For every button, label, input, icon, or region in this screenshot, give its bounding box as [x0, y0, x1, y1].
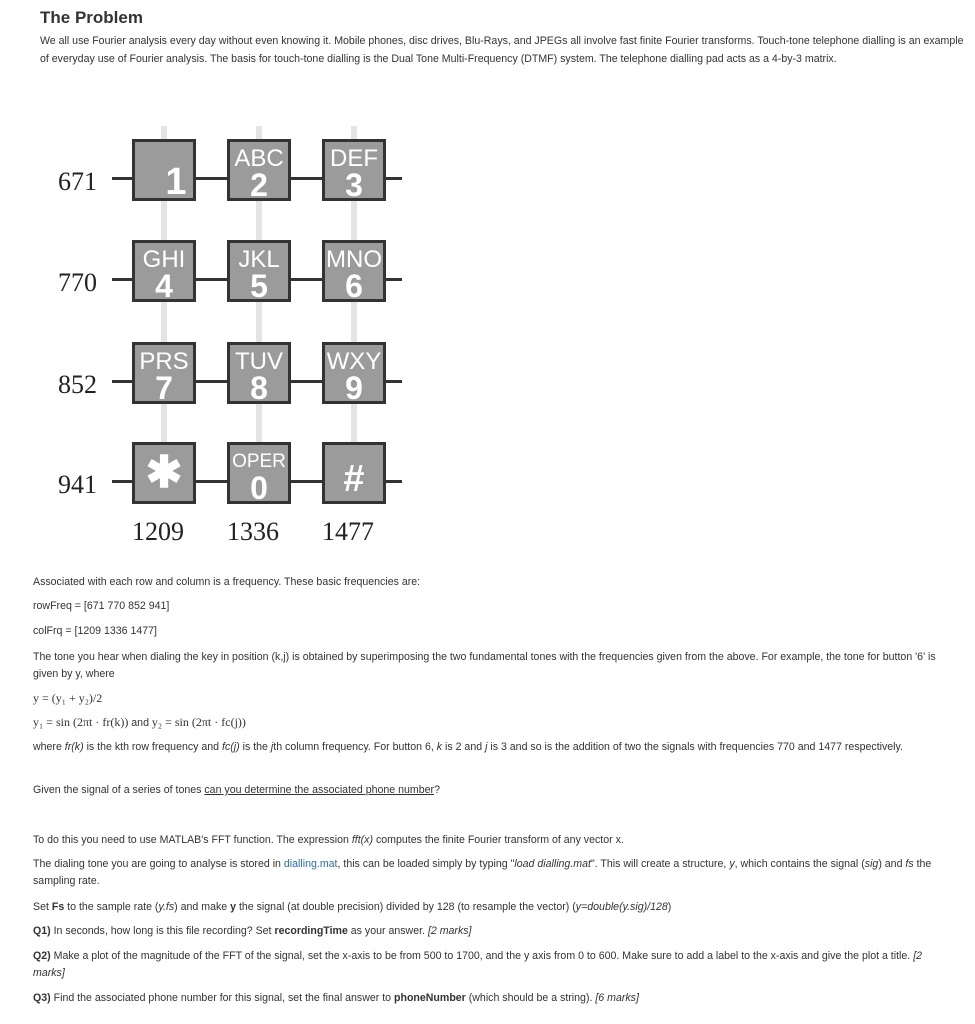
- key-1: [132, 139, 196, 203]
- row-frequency-label: 770: [58, 268, 97, 297]
- row-frequency-label: 941: [58, 470, 97, 499]
- column-frequency-label: 1209: [132, 517, 184, 546]
- key-digit: 8: [250, 370, 268, 406]
- question-1: Q1) In seconds, how long is this file recording? Set recordingTime as your answer. [2 marks]: [33, 925, 472, 937]
- equation-and: and: [131, 717, 149, 729]
- key-8: [227, 342, 291, 406]
- rowfreq-line: rowFreq = [671 770 852 941]: [33, 600, 170, 612]
- para-set-fs: Set Fs to the sample rate (y.fs) and make y the signal (at double precision) divided by 128 (to resample the vector) (y=double(y.sig)/128): [33, 901, 672, 913]
- key-4: [132, 240, 196, 304]
- key-star: [132, 442, 196, 504]
- equation-y1: y₁ = sin (2πt · fr(k)): [33, 715, 129, 729]
- key-digit: 3: [345, 167, 363, 203]
- equation-y2: y₂ = sin (2πt · fc(j)): [151, 715, 246, 729]
- key-letters: JKL: [238, 246, 280, 273]
- key-digit: 5: [250, 268, 268, 304]
- key-letters: GHI: [142, 246, 186, 273]
- colfreq-line: colFrq = [1209 1336 1477]: [33, 625, 157, 637]
- key-digit: 4: [155, 268, 173, 304]
- key-6: [322, 240, 386, 304]
- dtmf-keypad-diagram: [50, 120, 410, 560]
- para-tone-explanation: The tone you hear when dialing the key in position (k,j) is obtained by superimposing the two fundamental tones with the frequencies given from the above. For example, the tone for button '6' is given by y, where: [33, 651, 936, 680]
- key-letters: ABC: [234, 145, 284, 172]
- para-question: Given the signal of a series of tones can you determine the associated phone number?: [33, 784, 440, 796]
- key-digit: 7: [155, 370, 173, 406]
- key-letters: MNO: [326, 246, 382, 273]
- question-3: Q3) Find the associated phone number for this signal, set the final answer to phoneNumber (which should be a string). [6 marks]: [33, 992, 639, 1004]
- key-5: [227, 240, 291, 304]
- intro-paragraph: We all use Fourier analysis every day without even knowing it. Mobile phones, disc drives, Blu-Rays, and JPEGs all involve fast finite Fourier transforms. Touch-tone telephone dialling is an example of everyday use of Fourier analysis. The basis for touch-tone dialling is the Dual Tone Multi-Frequency (DTMF) system. The telephone dialling pad acts as a 4-by-3 matrix.: [40, 35, 964, 65]
- para-fft: To do this you need to use MATLAB's FFT function. The expression fft(x) computes the finite Fourier transform of any vector x.: [33, 834, 624, 846]
- key-digit: #: [343, 458, 365, 500]
- column-frequency-label: 1477: [322, 517, 374, 546]
- key-letters: TUV: [235, 348, 283, 375]
- key-letters: WXY: [326, 348, 382, 375]
- column-frequency-label: 1336: [227, 517, 279, 546]
- key-hash: [322, 442, 386, 504]
- equation-components: [33, 714, 953, 732]
- row-frequency-label: 852: [58, 370, 97, 399]
- key-digit: ✱: [145, 448, 183, 497]
- key-letters: PRS: [139, 348, 189, 375]
- row-frequency-label: 671: [58, 167, 97, 196]
- question-2: Q2) Make a plot of the magnitude of the FFT of the signal, set the x-axis to be from 500 to 1700, and the y axis from 0 to 600. Make sure to add a label to the x-axis and give the plot a title. [2 marks]: [33, 950, 923, 979]
- key-digit: 1: [165, 161, 187, 203]
- key-digit: 9: [345, 370, 363, 406]
- key-letters: DEF: [330, 145, 378, 172]
- underlined-question-link[interactable]: can you determine the associated phone number: [204, 784, 435, 796]
- para-dialling-file: The dialing tone you are going to analyse is stored in dialling.mat, this can be loaded simply by typing "load dialling.mat". This will create a structure, y, which contains the signal (sig) and fs the sampling rate.: [33, 858, 932, 887]
- key-2: [227, 139, 291, 203]
- key-digit: 2: [250, 167, 268, 203]
- key-digit: 6: [345, 268, 363, 304]
- key-7: [132, 342, 196, 406]
- equation-y: y = (y₁ + y₂)/2: [33, 691, 103, 705]
- para-frequencies-intro: Associated with each row and column is a frequency. These basic frequencies are:: [33, 576, 421, 588]
- page-title: The Problem: [40, 8, 143, 27]
- key-0: [227, 442, 291, 506]
- key-digit: 0: [250, 470, 268, 506]
- para-where: where fr(k) is the kth row frequency and fc(j) is the jth column frequency. For button 6, k is 2 and j is 3 and so is the addition of two the signals with frequencies 770 and 1477 respectively.: [33, 741, 903, 753]
- key-letters: OPER: [232, 451, 286, 472]
- key-9: [322, 342, 386, 406]
- key-3: [322, 139, 386, 203]
- dialling-mat-link[interactable]: dialling.mat: [283, 858, 338, 870]
